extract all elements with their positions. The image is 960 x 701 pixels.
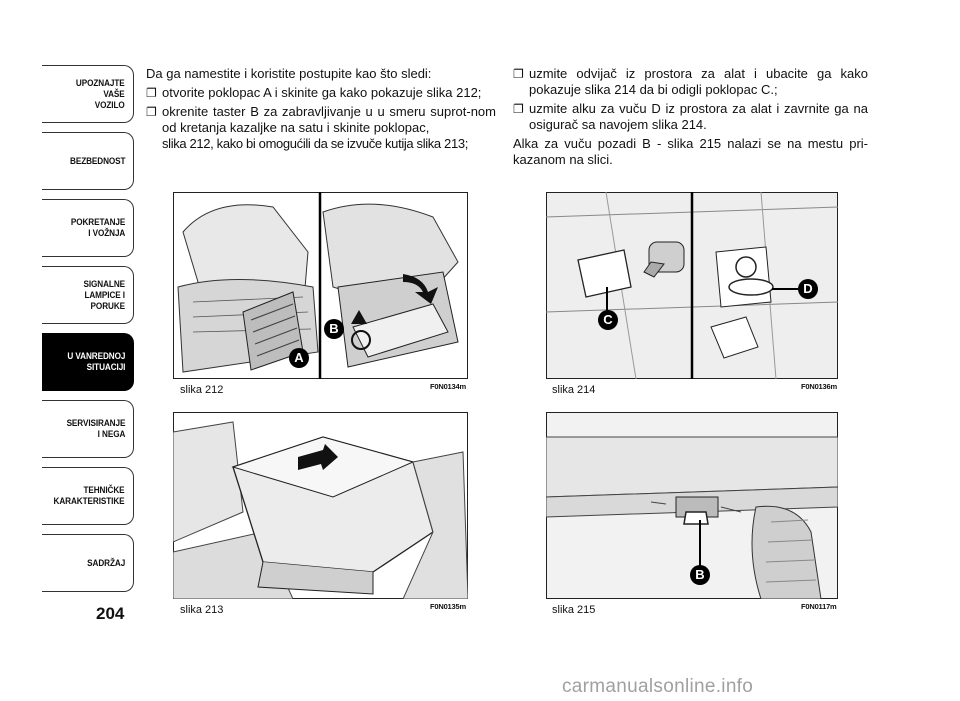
figure-213-illustration [173,412,468,599]
intro-text: Da ga namestite i koristite postupite kao što sledi: [146,66,432,81]
label-badge-b: B [324,319,344,339]
figure-214-illustration [546,192,838,379]
tab-tehnicke-karakteristike[interactable]: TEHNIČKE KARAKTERISTIKE [42,467,134,525]
figure-214-code: F0N0136m [801,382,837,391]
bullet-continuation: slika 212, kako bi omogućili da se izvuče kutija slika 213; [162,136,468,151]
label-badge-c: C [598,310,618,330]
figure-213-caption: slika 213 [180,604,224,616]
figure-212-illustration [173,192,468,379]
left-text-column [146,66,496,155]
figure-213-code: F0N0135m [430,602,466,611]
right-text-column [513,66,868,171]
bullet-item: ❐ uzmite alku za vuču D iz prostora za alat i zavrnite ga na osigurač sa navojem slika 214. [513,101,868,132]
figure-215-caption: slika 215 [552,604,596,616]
bullet-box-icon: ❐ [146,105,157,119]
tab-sadrzaj[interactable]: SADRŽAJ [42,534,134,592]
tab-bezbednost[interactable]: BEZBEDNOST [42,132,134,190]
tab-upoznajte-vase-vozilo[interactable]: UPOZNAJTE VAŠE VOZILO [42,65,134,123]
tab-signalne-lampice[interactable]: SIGNALNE LAMPICE I PORUKE [42,266,134,324]
figure-215-code: F0N0117m [801,602,837,611]
bullet-item: ❐ okrenite taster B za zabravljivanje u u smeru suprot-nom od kretanja kazaljke na satu i skinite poklopac, [146,104,496,135]
figure-214-caption: slika 214 [552,384,596,396]
tab-u-vanrednoj-situaciji[interactable]: U VANREDNOJ SITUACIJI [42,333,134,391]
page-number: 204 [96,604,125,623]
tab-servisiranje-i-nega[interactable]: SERVISIRANJE I NEGA [42,400,134,458]
tab-pokretanje-i-voznja[interactable]: POKRETANJE I VOŽNJA [42,199,134,257]
bullet-item: ❐ uzmite odvijač iz prostora za alat i ubacite ga kako pokazuje slika 214 da bi odigli poklopac C.; [513,66,868,97]
label-badge-a: A [289,348,309,368]
figure-214 [546,192,838,379]
bullet-box-icon: ❐ [146,86,157,100]
figure-212-code: F0N0134m [430,382,466,391]
bullet-box-icon: ❐ [513,67,524,81]
watermark: carmanualsonline.info [562,676,754,697]
figure-212 [173,192,468,379]
paragraph-text: Alka za vuču pozadi B - slika 215 nalazi se na mestu pri-kazanom na slici. [513,136,868,167]
label-badge-d: D [798,279,818,299]
figure-215 [546,412,838,599]
bullet-box-icon: ❐ [513,102,524,116]
bullet-item: ❐ otvorite poklopac A i skinite ga kako pokazuje slika 212; [146,85,482,100]
label-badge-b: B [690,565,710,585]
figure-213 [173,412,468,599]
figure-212-caption: slika 212 [180,384,224,396]
